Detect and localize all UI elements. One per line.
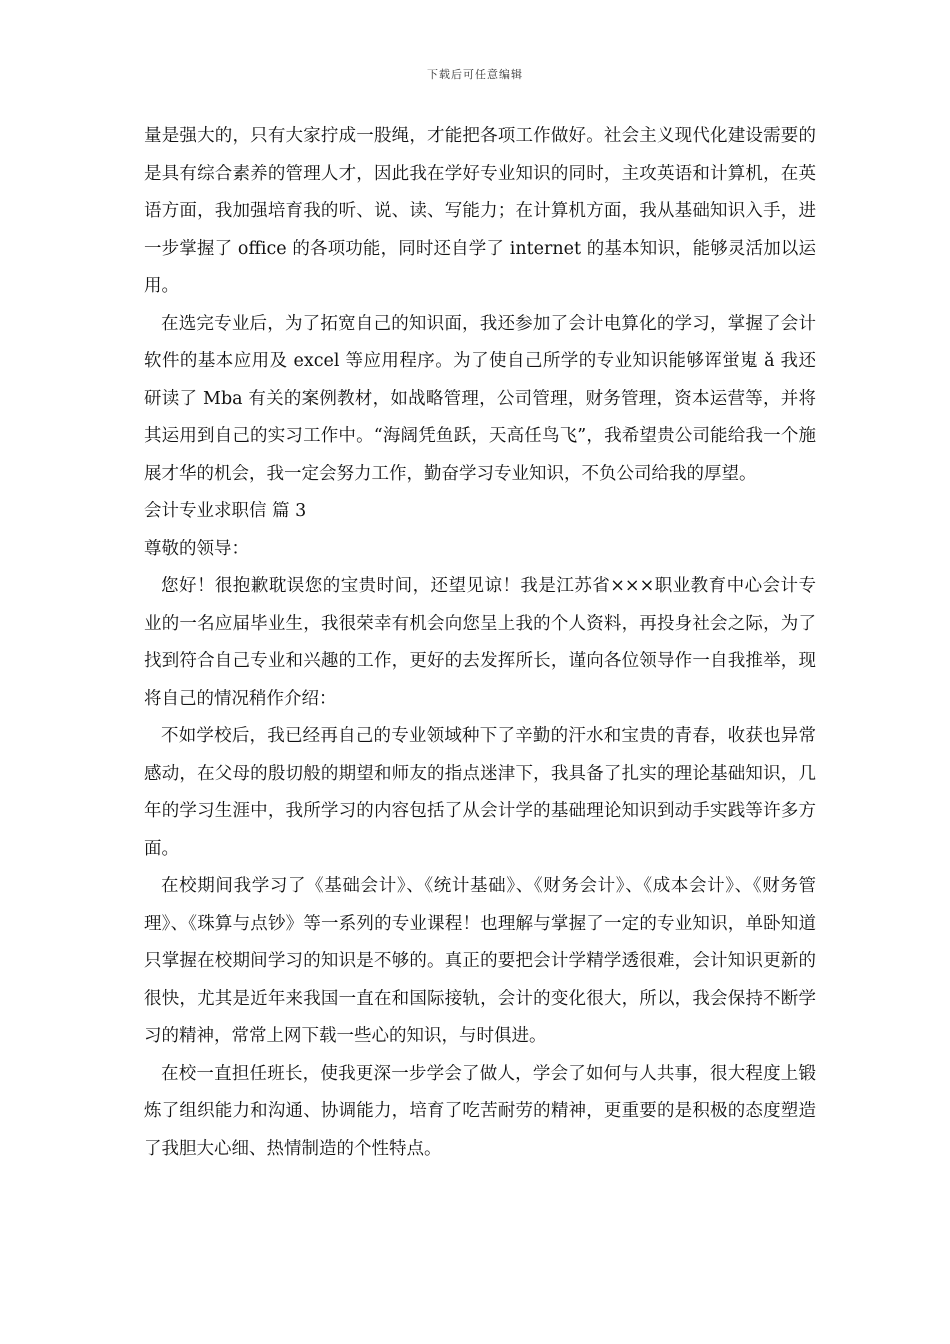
section-heading: 会计专业求职信 篇 3: [144, 501, 307, 521]
paragraph-continuation: 量是强大的，只有大家拧成一股绳，才能把各项工作做好。社会主义现代化建设需要的是具有综合素养的管理人才，因此我在学好专业知识的同时，主攻英语和计算机，在英语方面，我加强培育我的听、说、读、写能力；在计算机方面，我从基础知识入手，进一步掌握了 office 的各项功能，同时还自学了 internet 的基本知识，能够灵活加以运用。: [144, 126, 816, 296]
paragraph-major-selection: 在选完专业后，为了拓宽自己的知识面，我还参加了会计电算化的学习，掌握了会计软件的基本应用及 excel 等应用程序。为了使自己所学的专业知识能够诨蛍嵬 ǎ 我还研读了 Mba 有关的案例教材，如战略管理，公司管理，财务管理，资本运营等，并将其运用到自己的实习工作中。“海阔凭鱼跃，天高任鸟飞”，我希望贵公司能给我一个施展才华的机会，我一定会努力工作，勤奋学习专业知识，不负公司给我的厚望。: [144, 313, 816, 484]
document-body: [144, 118, 816, 1168]
page-header: 下载后可任意编辑: [427, 68, 523, 81]
salutation: 尊敬的领导：: [144, 538, 249, 559]
paragraph-greeting: 您好！很抱歉耽误您的宝贵时间，还望见谅！我是江苏省×××职业教育中心会计专业的一名应届毕业生，我很荣幸有机会向您呈上我的个人资料，再投身社会之际，为了找到符合自己专业和兴趣的工作，更好的去发挥所长，谨向各位领导作一自我推举，现将自己的情况稍作介绍：: [144, 576, 816, 709]
paragraph-monitor-role: 在校一直担任班长，使我更深一步学会了做人，学会了如何与人共事，很大程度上锻炼了组织能力和沟通、协调能力，培育了吃苦耐劳的精神，更重要的是积极的态度塑造了我胆大心细、热情制造的个性特点。: [144, 1063, 816, 1159]
paragraph-school-study: 不如学校后，我已经再自己的专业领域种下了辛勤的汗水和宝贵的青春，收获也异常感动，在父母的殷切般的期望和师友的指点迷津下，我具备了扎实的理论基础知识，几年的学习生涯中，我所学习的内容包括了从会计学的基础理论知识到动手实践等许多方面。: [144, 726, 816, 859]
paragraph-courses: 在校期间我学习了《基础会计》、《统计基础》、《财务会计》、《成本会计》、《财务管理》、《珠算与点钞》等一系列的专业课程！也理解与掌握了一定的专业知识，单卧知道只掌握在校期间学习的知识是不够的。真正的要把会计学精学透很难，会计知识更新的很快，尤其是近年来我国一直在和国际接轨，会计的变化很大，所以，我会保持不断学习的精神，常常上网下载一些心的知识，与时俱进。: [144, 876, 816, 1046]
